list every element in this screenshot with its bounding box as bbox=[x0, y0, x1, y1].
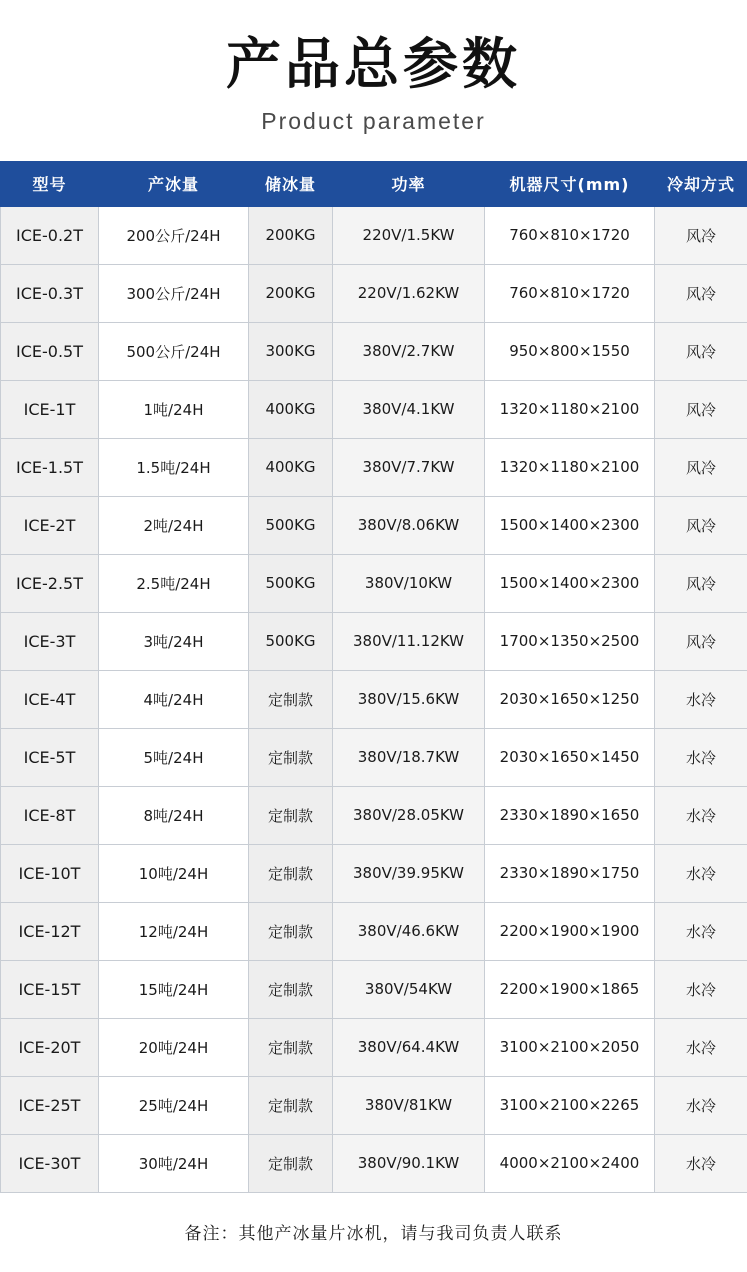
cell-power: 380V/8.06KW bbox=[333, 496, 485, 554]
cell-model: ICE-25T bbox=[1, 1076, 99, 1134]
cell-cooling-method: 水冷 bbox=[655, 902, 747, 960]
cell-model: ICE-5T bbox=[1, 728, 99, 786]
cell-cooling-method: 水冷 bbox=[655, 1076, 747, 1134]
cell-power: 380V/15.6KW bbox=[333, 670, 485, 728]
cell-ice-output: 2吨/24H bbox=[99, 496, 249, 554]
cell-power: 380V/18.7KW bbox=[333, 728, 485, 786]
cell-ice-output: 15吨/24H bbox=[99, 960, 249, 1018]
cell-cooling-method: 风冷 bbox=[655, 554, 747, 612]
cell-machine-size: 3100×2100×2265 bbox=[485, 1076, 655, 1134]
table-row bbox=[1, 844, 747, 902]
column-header-ice-output: 产冰量 bbox=[99, 161, 249, 206]
column-header-ice-storage: 储冰量 bbox=[249, 161, 333, 206]
table-row bbox=[1, 1076, 747, 1134]
table-body bbox=[1, 206, 747, 1192]
cell-model: ICE-4T bbox=[1, 670, 99, 728]
cell-ice-output: 1.5吨/24H bbox=[99, 438, 249, 496]
cell-machine-size: 2030×1650×1250 bbox=[485, 670, 655, 728]
cell-model: ICE-1T bbox=[1, 380, 99, 438]
cell-ice-storage: 定制款 bbox=[249, 960, 333, 1018]
table-row bbox=[1, 786, 747, 844]
cell-ice-output: 500公斤/24H bbox=[99, 322, 249, 380]
cell-power: 380V/4.1KW bbox=[333, 380, 485, 438]
cell-machine-size: 2200×1900×1900 bbox=[485, 902, 655, 960]
table-row bbox=[1, 206, 747, 264]
table-row bbox=[1, 960, 747, 1018]
cell-model: ICE-0.3T bbox=[1, 264, 99, 322]
cell-machine-size: 2330×1890×1650 bbox=[485, 786, 655, 844]
cell-ice-storage: 定制款 bbox=[249, 786, 333, 844]
cell-ice-storage: 200KG bbox=[249, 206, 333, 264]
cell-ice-output: 4吨/24H bbox=[99, 670, 249, 728]
cell-ice-storage: 300KG bbox=[249, 322, 333, 380]
cell-power: 380V/54KW bbox=[333, 960, 485, 1018]
cell-machine-size: 760×810×1720 bbox=[485, 206, 655, 264]
table-row bbox=[1, 438, 747, 496]
cell-cooling-method: 风冷 bbox=[655, 380, 747, 438]
cell-cooling-method: 风冷 bbox=[655, 438, 747, 496]
table-row bbox=[1, 380, 747, 438]
cell-power: 380V/39.95KW bbox=[333, 844, 485, 902]
cell-power: 380V/90.1KW bbox=[333, 1134, 485, 1192]
column-header-power: 功率 bbox=[333, 161, 485, 206]
cell-model: ICE-2.5T bbox=[1, 554, 99, 612]
cell-ice-storage: 200KG bbox=[249, 264, 333, 322]
cell-ice-storage: 定制款 bbox=[249, 1134, 333, 1192]
cell-model: ICE-8T bbox=[1, 786, 99, 844]
column-header-model: 型号 bbox=[1, 161, 99, 206]
cell-model: ICE-30T bbox=[1, 1134, 99, 1192]
cell-machine-size: 1500×1400×2300 bbox=[485, 496, 655, 554]
cell-machine-size: 2030×1650×1450 bbox=[485, 728, 655, 786]
cell-ice-storage: 定制款 bbox=[249, 902, 333, 960]
cell-machine-size: 2200×1900×1865 bbox=[485, 960, 655, 1018]
column-header-cooling-method: 冷却方式 bbox=[655, 161, 747, 206]
cell-cooling-method: 水冷 bbox=[655, 786, 747, 844]
cell-ice-output: 1吨/24H bbox=[99, 380, 249, 438]
cell-cooling-method: 水冷 bbox=[655, 960, 747, 1018]
table-row bbox=[1, 612, 747, 670]
page-title-block bbox=[0, 0, 747, 135]
cell-cooling-method: 水冷 bbox=[655, 670, 747, 728]
cell-ice-output: 2.5吨/24H bbox=[99, 554, 249, 612]
cell-power: 220V/1.5KW bbox=[333, 206, 485, 264]
cell-power: 380V/81KW bbox=[333, 1076, 485, 1134]
cell-ice-output: 8吨/24H bbox=[99, 786, 249, 844]
cell-machine-size: 1500×1400×2300 bbox=[485, 554, 655, 612]
cell-power: 380V/28.05KW bbox=[333, 786, 485, 844]
cell-ice-output: 25吨/24H bbox=[99, 1076, 249, 1134]
cell-cooling-method: 水冷 bbox=[655, 728, 747, 786]
cell-power: 380V/11.12KW bbox=[333, 612, 485, 670]
cell-ice-storage: 400KG bbox=[249, 380, 333, 438]
cell-power: 220V/1.62KW bbox=[333, 264, 485, 322]
cell-power: 380V/46.6KW bbox=[333, 902, 485, 960]
table-row bbox=[1, 1018, 747, 1076]
cell-model: ICE-10T bbox=[1, 844, 99, 902]
table-header-row bbox=[1, 161, 747, 206]
cell-ice-output: 30吨/24H bbox=[99, 1134, 249, 1192]
cell-power: 380V/64.4KW bbox=[333, 1018, 485, 1076]
cell-cooling-method: 水冷 bbox=[655, 844, 747, 902]
cell-power: 380V/7.7KW bbox=[333, 438, 485, 496]
cell-machine-size: 1700×1350×2500 bbox=[485, 612, 655, 670]
cell-ice-storage: 500KG bbox=[249, 496, 333, 554]
cell-ice-storage: 400KG bbox=[249, 438, 333, 496]
table-row bbox=[1, 496, 747, 554]
cell-ice-storage: 定制款 bbox=[249, 1018, 333, 1076]
page-subtitle: Product parameter bbox=[0, 108, 747, 135]
cell-ice-output: 12吨/24H bbox=[99, 902, 249, 960]
table-row bbox=[1, 902, 747, 960]
cell-ice-storage: 500KG bbox=[249, 612, 333, 670]
cell-model: ICE-0.5T bbox=[1, 322, 99, 380]
cell-ice-storage: 定制款 bbox=[249, 844, 333, 902]
page-title: 产品总参数 bbox=[0, 34, 747, 96]
column-header-machine-size: 机器尺寸(mm) bbox=[485, 161, 655, 206]
cell-machine-size: 950×800×1550 bbox=[485, 322, 655, 380]
table-row bbox=[1, 264, 747, 322]
cell-model: ICE-2T bbox=[1, 496, 99, 554]
cell-cooling-method: 水冷 bbox=[655, 1018, 747, 1076]
cell-model: ICE-1.5T bbox=[1, 438, 99, 496]
cell-cooling-method: 风冷 bbox=[655, 206, 747, 264]
product-parameter-table bbox=[0, 161, 747, 1193]
cell-model: ICE-15T bbox=[1, 960, 99, 1018]
table-row bbox=[1, 670, 747, 728]
cell-cooling-method: 风冷 bbox=[655, 496, 747, 554]
cell-ice-output: 300公斤/24H bbox=[99, 264, 249, 322]
table-row bbox=[1, 728, 747, 786]
table-footnote: 备注：其他产冰量片冰机，请与我司负责人联系 bbox=[0, 1193, 747, 1272]
cell-model: ICE-12T bbox=[1, 902, 99, 960]
cell-cooling-method: 风冷 bbox=[655, 322, 747, 380]
cell-model: ICE-3T bbox=[1, 612, 99, 670]
cell-machine-size: 4000×2100×2400 bbox=[485, 1134, 655, 1192]
cell-machine-size: 2330×1890×1750 bbox=[485, 844, 655, 902]
cell-model: ICE-20T bbox=[1, 1018, 99, 1076]
cell-ice-storage: 500KG bbox=[249, 554, 333, 612]
cell-cooling-method: 水冷 bbox=[655, 1134, 747, 1192]
cell-power: 380V/10KW bbox=[333, 554, 485, 612]
cell-ice-output: 3吨/24H bbox=[99, 612, 249, 670]
cell-cooling-method: 风冷 bbox=[655, 264, 747, 322]
cell-ice-output: 10吨/24H bbox=[99, 844, 249, 902]
cell-machine-size: 760×810×1720 bbox=[485, 264, 655, 322]
cell-ice-output: 200公斤/24H bbox=[99, 206, 249, 264]
cell-machine-size: 1320×1180×2100 bbox=[485, 438, 655, 496]
cell-power: 380V/2.7KW bbox=[333, 322, 485, 380]
table-row bbox=[1, 322, 747, 380]
table-row bbox=[1, 554, 747, 612]
cell-ice-storage: 定制款 bbox=[249, 670, 333, 728]
cell-ice-output: 20吨/24H bbox=[99, 1018, 249, 1076]
cell-model: ICE-0.2T bbox=[1, 206, 99, 264]
cell-ice-output: 5吨/24H bbox=[99, 728, 249, 786]
cell-machine-size: 3100×2100×2050 bbox=[485, 1018, 655, 1076]
table-row bbox=[1, 1134, 747, 1192]
cell-cooling-method: 风冷 bbox=[655, 612, 747, 670]
cell-ice-storage: 定制款 bbox=[249, 1076, 333, 1134]
cell-machine-size: 1320×1180×2100 bbox=[485, 380, 655, 438]
cell-ice-storage: 定制款 bbox=[249, 728, 333, 786]
